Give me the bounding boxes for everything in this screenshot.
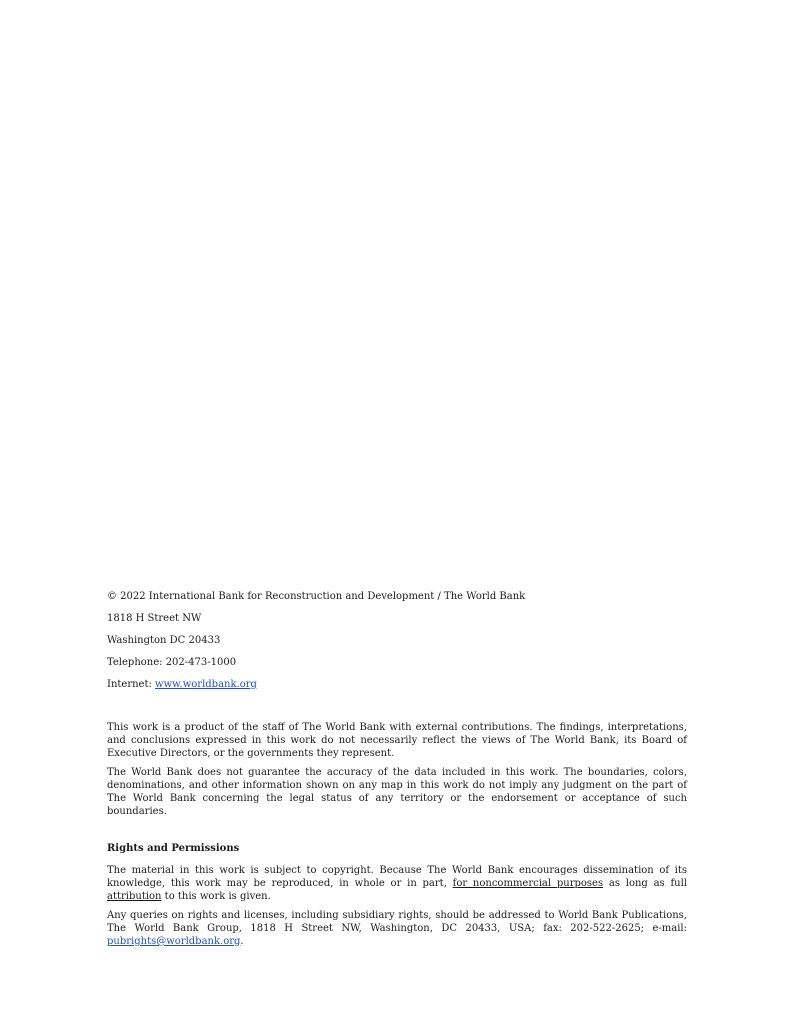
- worldbank-website-link[interactable]: www.worldbank.org: [155, 679, 257, 690]
- rights-p1-start: The material in this work is subject to copyright. Because The World Bank encourages dissemination of its knowledge, this work may be reproduced, in whole or in part,: [107, 865, 687, 889]
- rights-p1-mid: as long as full: [603, 877, 687, 889]
- rights-heading: Rights and Permissions: [107, 843, 240, 854]
- rights-paragraph-2: [107, 910, 687, 948]
- copyright-line: © 2022 International Bank for Reconstruction and Development / The World Bank: [107, 591, 526, 602]
- internet-label: Internet:: [107, 679, 156, 690]
- rights-block: [107, 842, 687, 949]
- pubrights-email-link[interactable]: pubrights@worldbank.org: [107, 935, 241, 947]
- disclaimer-block: [107, 722, 687, 819]
- street-address: 1818 H Street NW: [107, 613, 202, 624]
- disclaimer-paragraph-2: The World Bank does not guarantee the accuracy of the data included in this work. The boundaries, colors, denominations, and other information shown on any map in this work do not imply any judgment on the part of The World Bank concerning the legal status of any territory or the endorsement or acceptance of such boundaries.: [107, 767, 687, 817]
- rights-p2-end: .: [240, 935, 244, 947]
- rights-p2-start: Any queries on rights and licenses, including subsidiary rights, should be addressed to World Bank Publications, The World Bank Group, 1818 H Street NW, Washington, DC 20433, USA; fax: 202-522-2625; e-mail:: [107, 910, 687, 935]
- noncommercial-purposes-link[interactable]: for noncommercial purposes: [452, 877, 604, 889]
- attribution-link[interactable]: attribution: [107, 890, 162, 902]
- rights-paragraph-1: [107, 865, 687, 903]
- city-address: Washington DC 20433: [107, 635, 221, 646]
- disclaimer-paragraph-1: This work is a product of the staff of The World Bank with external contributions. The findings, interpretations, and conclusions expressed in this work do not necessarily reflect the views of The World Bank, its Board of Executive Directors, or the governments they represent.: [107, 722, 687, 759]
- rights-p1-end: to this work is given.: [161, 890, 271, 902]
- internet-line: [107, 678, 257, 692]
- telephone: Telephone: 202-473-1000: [107, 657, 237, 668]
